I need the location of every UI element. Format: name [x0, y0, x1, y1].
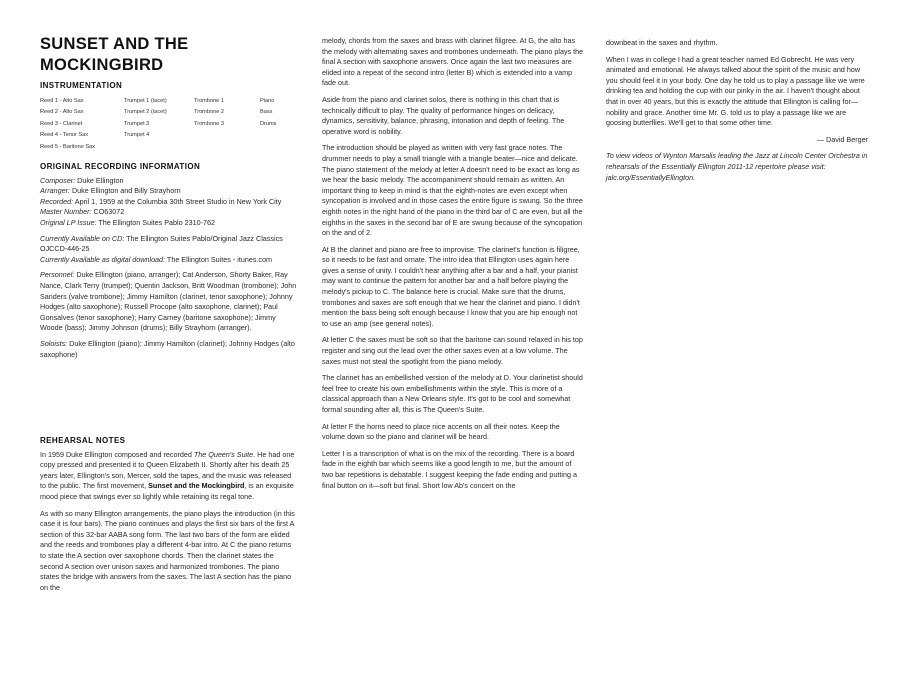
notes-paragraph: When I was in college I had a great teacher named Ed Gobrecht. He was very animated and emotional. He always talked about the spirit of the music and how you should feel it in your body. One day he told us to play a passage like we were drinking tea and holding the cup with our pinky in the air. I haven't thought about that in over 40 years, but this is exactly the attitude that Ellington is calling for—nobility and grace. Another time Mr. G. told us to play a passage like we are goosing butterflies. We'll get to that some other time.: [606, 54, 865, 128]
instrumentation-column-trumpets: [124, 96, 192, 142]
personnel-line: [40, 270, 298, 334]
notes-paragraph: The introduction should be played as written with very fast grace notes. The drummer needs to play a small triangle with a triangle beater—nice and delicate. The piano statement of the melody at letter A doesn't need to be exact as long as we hear the basic melody. The accompaniment should remain as written. An important thing to keep in mind is that the eighth-notes are even except when syncopation is involved and in those cases the entire figure is swung. So the three eighth notes in the right hand of the piano in the third bar of C are even, but all the eighths in the saxes in the second bar of E are swung because of the syncopation on the and of 2.: [322, 143, 583, 238]
notes-paragraph: downbeat in the saxes and rhythm.: [606, 38, 718, 47]
notes-paragraph: At B the clarinet and piano are free to improvise. The clarinet's function is filigree, so it needs to be fast and ornate. The intro idea that Ellington uses again here gives a sense of unity. I couldn't hear anything after a bar and a half, your pianist may want to continue the pattern for another bar and a half before playing the melody's pickup to C. The balance here is crucial. Make sure that the drums, trombones and saxes are soft enough that we hear the clarinet and piano. I didn't mention the bass being soft enough because I know that you are hip enough not to use an amp (see general notes).: [322, 244, 580, 328]
recorded-line: [40, 197, 298, 208]
master-label: Master Number:: [40, 207, 92, 217]
soloists-line: [40, 339, 298, 360]
instrument-item: Reed 3 - Clarinet: [40, 120, 83, 127]
rehearsal-title-italic: The Queen's Suite: [193, 449, 254, 459]
instrument-item: Reed 1 - Alto Sax: [40, 98, 84, 104]
notes-paragraph: The clarinet has an embellished version of the melody at D. Your clarinetist should feel free to create his own embellishments within the style. This is more of a classical approach than a New Orleans style. It's got to be cool and somewhat formal sounding after all, this is The Queen's Suite.: [322, 373, 583, 414]
notes-paragraph: At letter F the horns need to place nice accents on all their notes. Keep the volume down so the piano and clarinet will be heard.: [322, 421, 560, 442]
personnel-value: Duke Ellington (piano, arranger); Cat Anderson, Shorty Baker, Ray Nance, Clark Terry (trumpet); Quentin Jackson, Britt Woodman (trombone); John Sanders (valve trombone); Jimmy Hamilton (clarinet, tenor saxophone); Johnny Hodges (alto saxophone); Russell Procope (alto saxophone, clarinet); Paul Gonsalves (tenor saxophone); Harry Carney (baritone saxophone); Jimmy Woode (bass); Jimmy Johnson (drums); Billy Strayhorn (arranger).: [40, 270, 297, 333]
rehearsal-text: , is an exquisite mood piece that swings ever so lightly while retaining its regal tone.: [40, 481, 294, 501]
instrument-item: Reed 5 - Baritone Sax: [40, 143, 96, 150]
instrument-item: Trumpet 4: [124, 132, 150, 139]
rehearsal-text: In 1959 Duke Ellington composed and recorded: [40, 449, 194, 459]
cd-label: Currently Available on CD:: [40, 233, 125, 243]
instrument-item: Trombone 1: [194, 98, 224, 104]
original-recording-heading: ORIGINAL RECORDING INFORMATION: [40, 162, 201, 171]
master-line: [40, 207, 298, 218]
arranger-line: [40, 186, 298, 197]
soloists-value: Duke Ellington (piano); Jimmy Hamilton (clarinet); Johnny Hodges (alto saxophone): [40, 338, 295, 359]
lp-line: [40, 218, 298, 229]
rehearsal-title-bold: Sunset and the Mockingbird: [148, 481, 245, 491]
instrument-item: Trumpet 2 (tacet): [124, 109, 167, 116]
original-recording-section: [40, 162, 298, 365]
instrumentation-heading: INSTRUMENTATION: [40, 81, 123, 90]
notes-paragraph: Aside from the piano and clarinet solos, there is nothing in this chart that is technically difficult to play. The quality of performance hinges on delicacy, dynamics, sensitivity, balance, phrasing, intonation and depth of feeling. The operative word is nobility.: [322, 94, 565, 136]
instrument-item: Drums: [260, 120, 277, 127]
arranger-value: Duke Ellington and Billy Strayhorn: [69, 186, 181, 196]
rehearsal-paragraph: As with so many Ellington arrangements, the piano plays the introduction (in this case it is four bars). The piano continues and plays the first six bars of the first A section of this 32-bar AABA song form. The last two bars of the form are elided and the reeds and trombones play a different 4-bar intro. At C the piano returns to state the A section over saxophone chords. Then the clarinet states the second A section over unison saxes and harmonized trombones. The piano states the bridge with answers from the saxes. The last A section has the piano on the: [40, 508, 295, 592]
rehearsal-paragraph: [40, 450, 298, 503]
notes-paragraph: melody, chords from the saxes and brass with clarinet filigree. At G, the alto has the melody with alternating saxes and trombones underneath. The piano plays the final A section with saxophone answers. Once again the last two measures are elided into a repeat of the second intro (letter B) which is extended into a vamp fade out.: [322, 36, 584, 88]
lp-label: Original LP Issue:: [40, 217, 97, 227]
master-value: CO63072: [91, 207, 125, 217]
soloists-label: Soloists:: [40, 338, 68, 348]
instrument-item: Trumpet 1 (tacet): [124, 98, 167, 104]
instrument-item: Piano: [260, 98, 275, 104]
instrument-item: Trumpet 3: [124, 120, 150, 127]
instrument-item: Bass: [260, 109, 273, 116]
rehearsal-notes-heading: REHEARSAL NOTES: [40, 436, 126, 445]
composer-line: [40, 176, 298, 187]
instrument-item: Trombone 3: [194, 120, 224, 127]
video-note: To view videos of Wynton Marsalis leading the Jazz at Lincoln Center Orchestra in rehearsals of the Essentially Ellington 2011-12 repertoire please visit: jalc.org/EssentiallyEllington.: [606, 151, 868, 182]
instrumentation-column-reeds: [40, 96, 120, 153]
instrument-item: Trombone 2: [194, 109, 224, 116]
recorded-value: April 1, 1959 at the Columbia 30th Street Studio in New York City: [73, 196, 282, 206]
arranger-label: Arranger:: [40, 186, 70, 196]
notes-paragraph: At letter C the saxes must be soft so that the baritone can sound relaxed in his top register and sing out the lead over the other saxes even at a low volume. The saxes must not steal the spotlight from the piano melody.: [322, 335, 583, 366]
composer-label: Composer:: [40, 175, 76, 185]
middle-column: [322, 36, 584, 497]
instrument-item: Reed 4 - Tenor Sax: [40, 132, 89, 139]
instrument-item: Reed 2 - Alto Sax: [40, 109, 84, 116]
author-signature: — David Berger: [816, 134, 868, 144]
cd-value: The Ellington Suites Pablo/Original Jazz Classics OJCCD-446-25: [40, 233, 283, 254]
digital-line: [40, 255, 298, 266]
lp-value: The Ellington Suites Pablo 2310-762: [96, 217, 216, 227]
composer-value: Duke Ellington: [75, 175, 124, 185]
digital-value: The Ellington Suites - itunes.com: [165, 254, 272, 264]
right-column: [606, 38, 868, 189]
instrumentation-column-trombones: [194, 96, 254, 130]
instrumentation-column-rhythm: [260, 96, 300, 130]
cd-line: [40, 234, 298, 255]
rehearsal-text: . He had one copy pressed and presented it to Queen Elizabeth II. Shortly after his death 25 years later, Ellington's son, Mercer, sold the tapes, and the music was released to the public. The first movement,: [40, 449, 295, 491]
personnel-label: Personnel:: [40, 270, 75, 280]
rehearsal-notes-section: [40, 436, 298, 599]
recorded-label: Recorded:: [40, 196, 74, 206]
notes-paragraph: Letter I is a transcription of what is on the mix of the recording. There is a board fade in the eighth bar which seems like a good length to me, but the amount of two bar repetitions is debatable. I suggest keeping the fade ending and putting a final button on it—soft but final. Short low Ab's concert on the: [322, 448, 577, 490]
digital-label: Currently Available as digital download:: [40, 254, 166, 264]
page-title: SUNSET AND THE MOCKINGBIRD: [40, 35, 189, 74]
